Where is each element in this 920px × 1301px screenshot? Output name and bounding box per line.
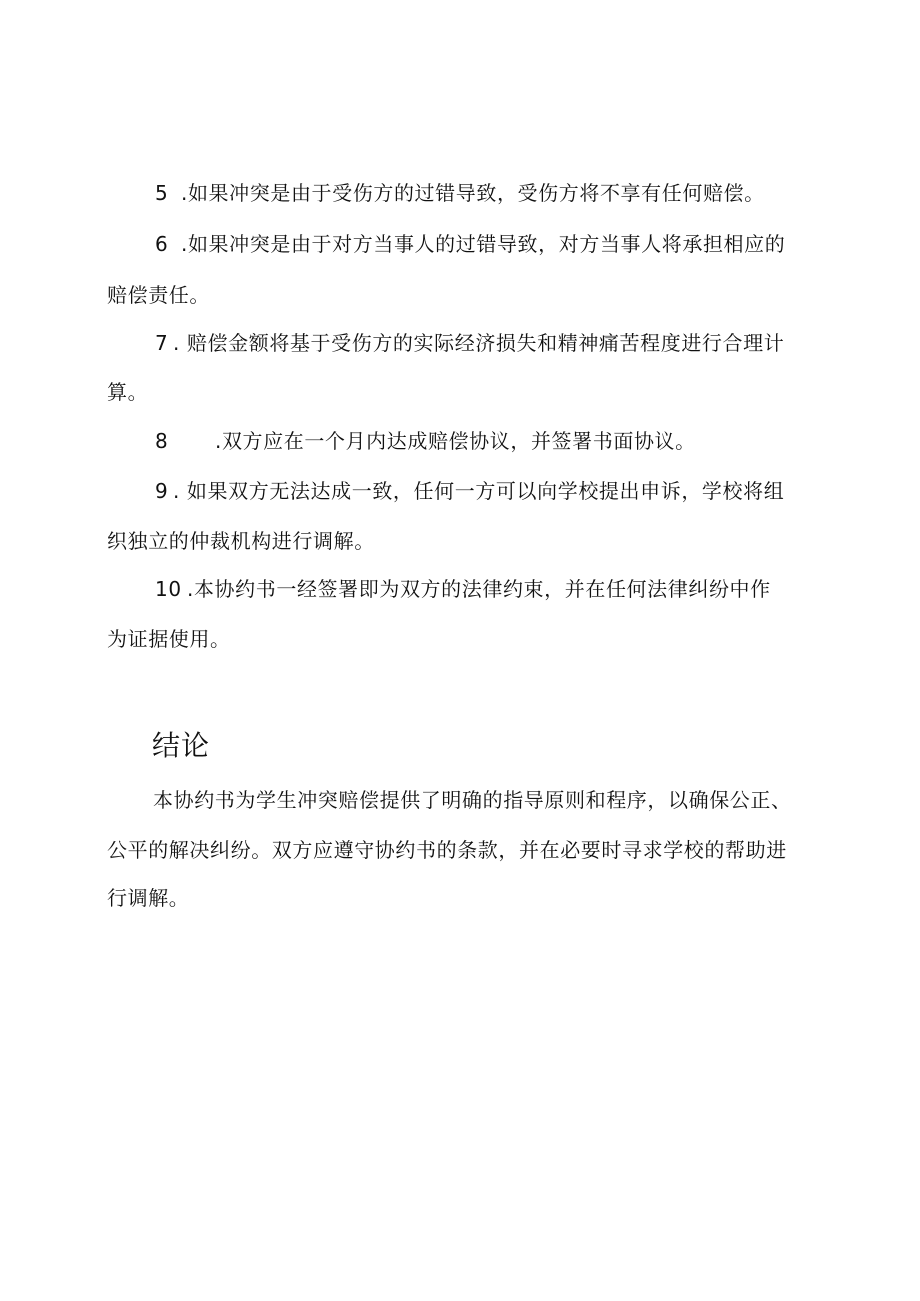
conclusion-line-3: 行调解。 <box>107 886 190 910</box>
clause-6-line-1 <box>155 232 785 256</box>
clause-10-text: .本协约书一经签署即为双方的法律约束，并在任何法律纠纷中作 <box>187 577 771 601</box>
conclusion-heading: 结论 <box>152 729 211 762</box>
clause-7-line-1 <box>155 331 784 355</box>
clause-7-line-2: 算。 <box>107 380 149 404</box>
clause-10-line-1 <box>155 577 771 601</box>
clause-9-number: 9 <box>155 479 169 503</box>
clause-8-line-1 <box>155 429 696 453</box>
clause-10-line-2: 为证据使用。 <box>107 627 231 651</box>
clause-6-line-2: 赔偿责任。 <box>107 283 210 307</box>
clause-5-number: 5 <box>155 181 169 205</box>
clause-9-line-2: 织独立的仲裁机构进行调解。 <box>107 529 375 553</box>
clause-9-text: . 如果双方无法达成一致，任何一方可以向学校提出申诉，学校将组 <box>173 479 785 503</box>
clause-10-number: 10 <box>155 577 182 601</box>
clause-9-line-1 <box>155 479 784 503</box>
clause-8-text: .双方应在一个月内达成赔偿协议，并签署书面协议。 <box>215 429 696 453</box>
clause-6-number: 6 <box>155 232 169 256</box>
clause-7-number: 7 <box>155 331 169 355</box>
conclusion-line-1: 本协约书为学生冲突赔偿提供了明确的指导原则和程序，以确保公正、 <box>153 788 792 812</box>
conclusion-line-2: 公平的解决纠纷。双方应遵守协约书的条款，并在必要时寻求学校的帮助进 <box>107 838 787 862</box>
clause-5-text: .如果冲突是由于受伤方的过错导致，受伤方将不享有任何赔偿。 <box>181 181 765 205</box>
clause-6-text: .如果冲突是由于对方当事人的过错导致，对方当事人将承担相应的 <box>181 232 786 256</box>
clause-8-number: 8 <box>155 429 169 453</box>
clause-7-text: . 赔偿金额将基于受伤方的实际经济损失和精神痛苦程度进行合理计 <box>173 331 785 355</box>
clause-5-line-1 <box>155 181 765 205</box>
